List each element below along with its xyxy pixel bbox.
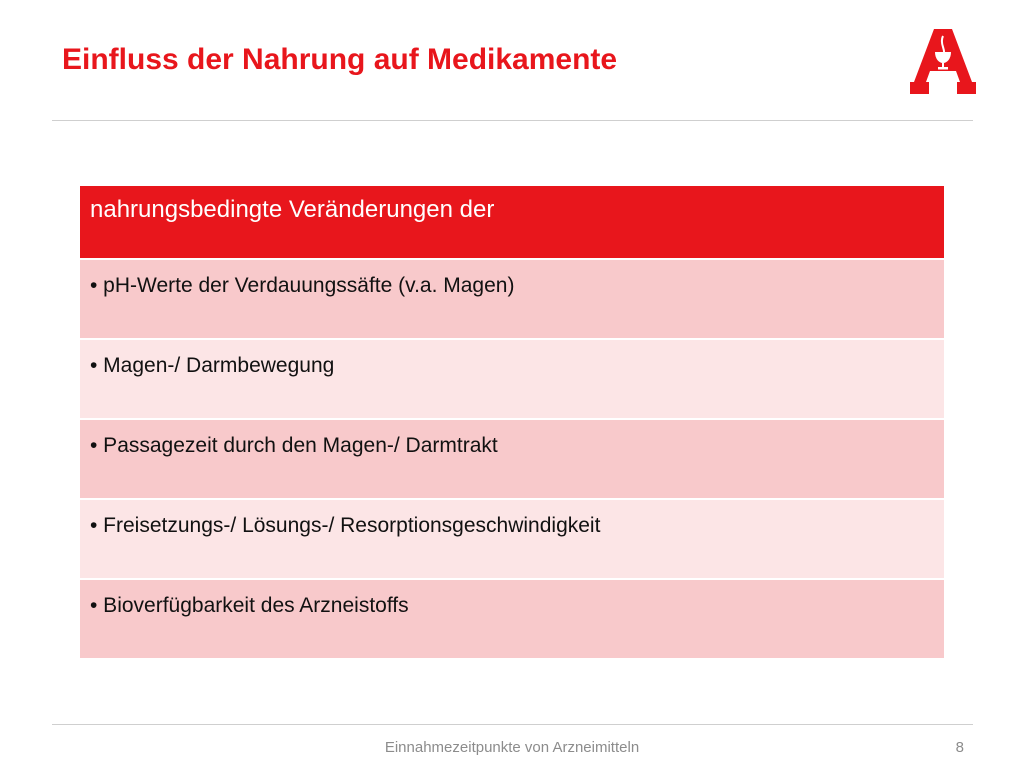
page-number: 8	[955, 739, 964, 756]
table-cell: • Freisetzungs-/ Lösungs-/ Resorptionsgeschwindigkeit	[80, 500, 944, 580]
slide-title: Einfluss der Nahrung auf Medikamente	[62, 43, 618, 76]
header-divider	[52, 120, 973, 121]
table-row	[80, 420, 944, 500]
apotheke-a-logo-icon	[910, 26, 976, 96]
effects-table	[80, 186, 944, 660]
table-row	[80, 500, 944, 580]
table-cell: • pH-Werte der Verdauungssäfte (v.a. Magen)	[80, 260, 944, 340]
table-cell: • Bioverfügbarkeit des Arzneistoffs	[80, 580, 944, 660]
table-header-cell: nahrungsbedingte Veränderungen der	[80, 186, 944, 260]
table-cell: • Passagezeit durch den Magen-/ Darmtrakt	[80, 420, 944, 500]
table-header-row	[80, 186, 944, 260]
table-row	[80, 340, 944, 420]
table-row	[80, 260, 944, 340]
footer-divider	[52, 724, 973, 725]
table-row	[80, 580, 944, 660]
footer-text: Einnahmezeitpunkte von Arzneimitteln	[384, 739, 640, 756]
table-cell: • Magen-/ Darmbewegung	[80, 340, 944, 420]
